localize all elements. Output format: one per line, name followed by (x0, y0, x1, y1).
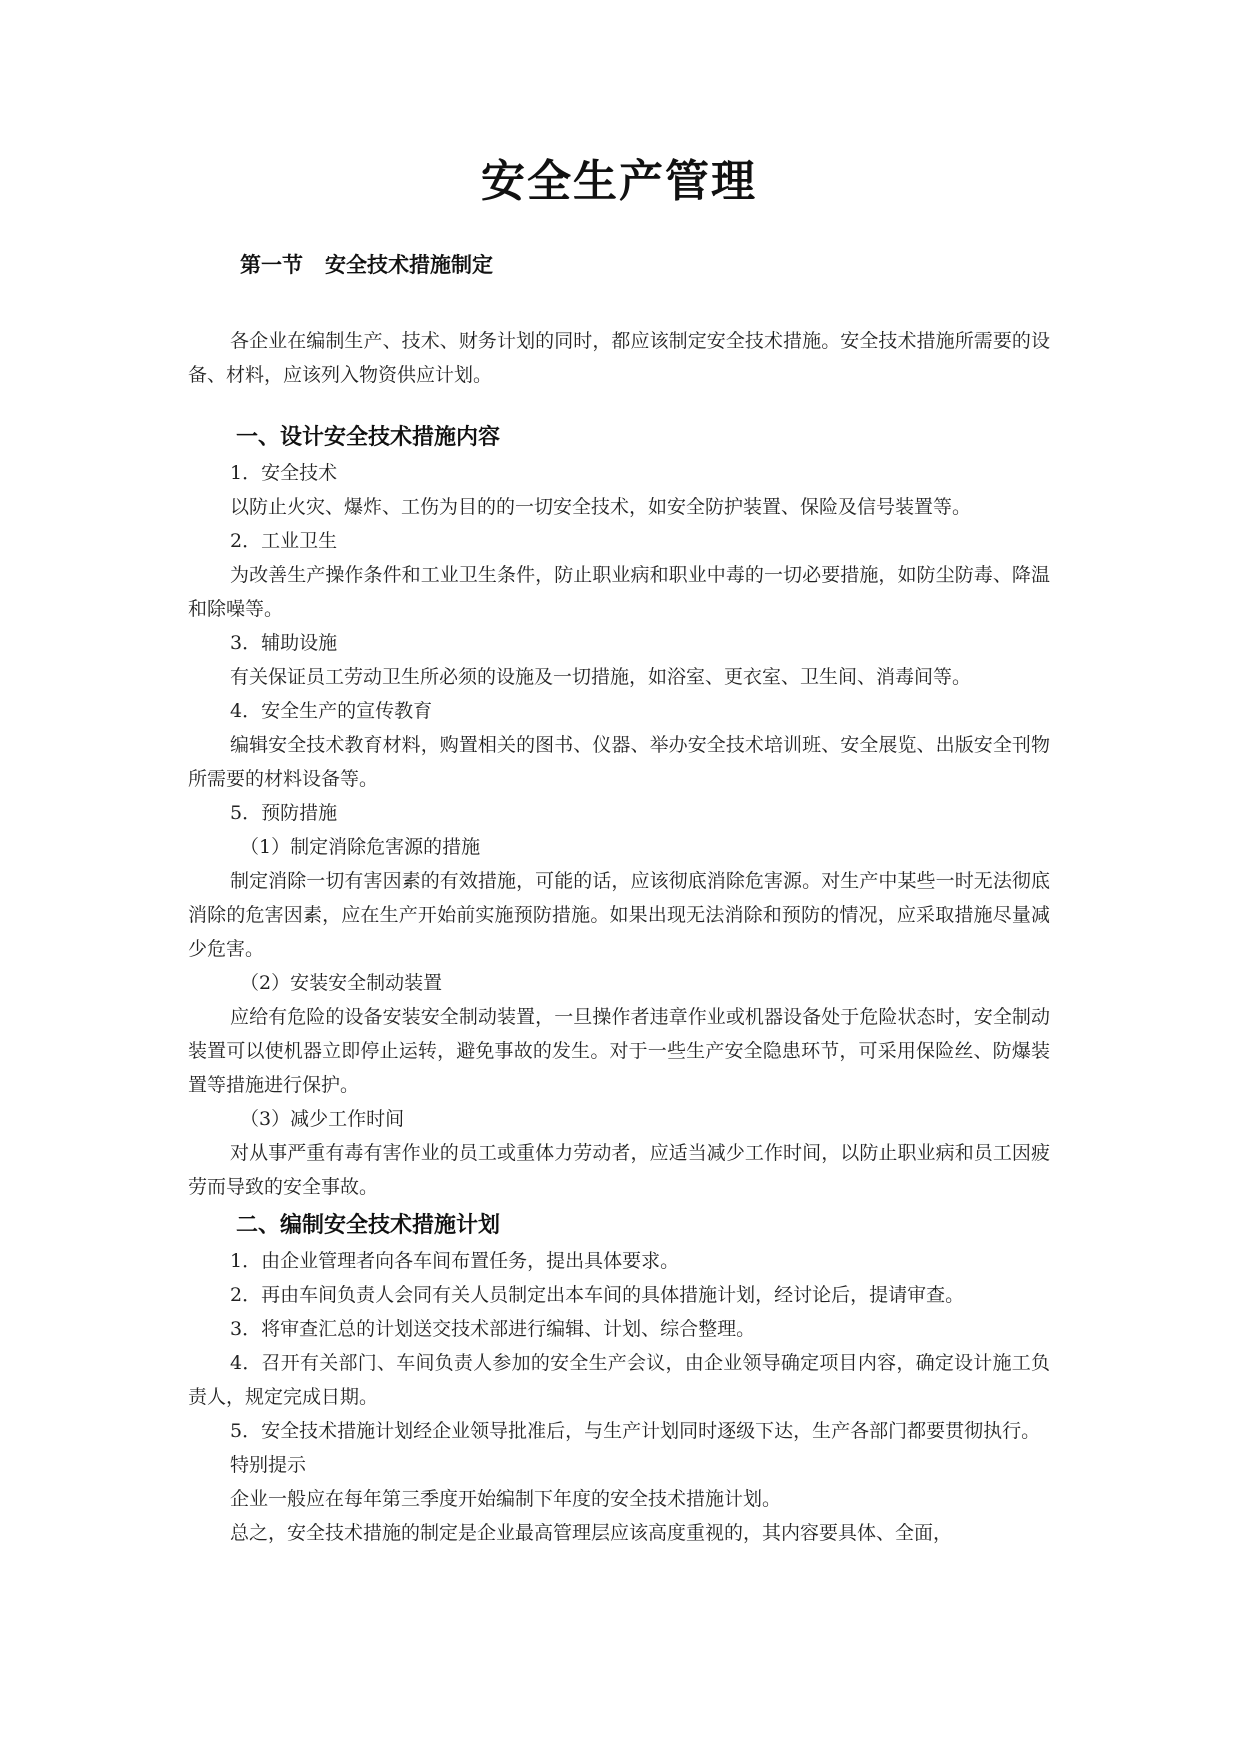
part2-item-3: 3．将审查汇总的计划送交技术部进行编辑、计划、综合整理。 (230, 1318, 756, 1340)
part1-paragraph-4: 编辑安全技术教育材料，购置相关的图书、仪器、举办安全技术培训班、安全展览、出版安全刊物所需要的材料设备等。 (188, 734, 1050, 790)
part1-subparagraph-1: 制定消除一切有害因素的有效措施，可能的话，应该彻底消除危害源。对生产中某些一时无法彻底消除的危害因素，应在生产开始前实施预防措施。如果出现无法消除和预防的情况，应采取措施尽量减少危害。 (188, 870, 1050, 960)
document-title: 安全生产管理 (481, 156, 757, 207)
section-name: 安全技术措施制定 (325, 253, 493, 277)
part1-heading: 一、设计安全技术措施内容 (236, 425, 501, 450)
section-heading (240, 250, 1050, 280)
intro-paragraph: 各企业在编制生产、技术、财务计划的同时，都应该制定安全技术措施。安全技术措施所需要的设备、材料，应该列入物资供应计划。 (188, 330, 1050, 386)
part2-item-1: 1．由企业管理者向各车间布置任务，提出具体要求。 (230, 1250, 680, 1272)
part1-subparagraph-3: 对从事严重有毒有害作业的员工或重体力劳动者，应适当减少工作时间，以防止职业病和员工因疲劳而导致的安全事故。 (188, 1142, 1050, 1198)
part1-paragraph-3: 有关保证员工劳动卫生所必须的设施及一切措施，如浴室、更衣室、卫生间、消毒间等。 (230, 666, 972, 688)
part2-item-4: 4．召开有关部门、车间负责人参加的安全生产会议，由企业领导确定项目内容，确定设计施工负责人，规定完成日期。 (188, 1352, 1050, 1408)
special-note-label: 特别提示 (230, 1454, 307, 1476)
document-body (188, 150, 1050, 1550)
part1-paragraph-1: 以防止火灾、爆炸、工伤为目的的一切安全技术，如安全防护装置、保险及信号装置等。 (230, 496, 972, 518)
part1-subitem-3: （3）减少工作时间 (240, 1108, 405, 1130)
part1-subparagraph-2: 应给有危险的设备安装安全制动装置，一旦操作者违章作业或机器设备处于危险状态时，安全制动装置可以使机器立即停止运转，避免事故的发生。对于一些生产安全隐患环节，可采用保险丝、防爆装置等措施进行保护。 (188, 1006, 1050, 1096)
part1-item-4: 4．安全生产的宣传教育 (230, 700, 433, 722)
section-number: 第一节 (240, 253, 303, 277)
part2-item-2: 2．再由车间负责人会同有关人员制定出本车间的具体措施计划，经讨论后，提请审查。 (230, 1284, 965, 1306)
part2-item-5: 5．安全技术措施计划经企业领导批准后，与生产计划同时逐级下达，生产各部门都要贯彻执行。 (230, 1420, 1041, 1442)
special-note-text: 企业一般应在每年第三季度开始编制下年度的安全技术措施计划。 (230, 1488, 782, 1510)
part1-item-2: 2．工业卫生 (230, 530, 338, 552)
summary-paragraph: 总之，安全技术措施的制定是企业最高管理层应该高度重视的，其内容要具体、全面， (230, 1522, 953, 1544)
part1-item-1: 1．安全技术 (230, 462, 338, 484)
part1-subitem-2: （2）安装安全制动装置 (240, 972, 443, 994)
part1-paragraph-2: 为改善生产操作条件和工业卫生条件，防止职业病和职业中毒的一切必要措施，如防尘防毒、降温和除噪等。 (188, 564, 1050, 620)
part1-item-5: 5．预防措施 (230, 802, 338, 824)
part2-heading: 二、编制安全技术措施计划 (236, 1213, 501, 1238)
part1-subitem-1: （1）制定消除危害源的措施 (240, 836, 481, 858)
part1-item-3: 3．辅助设施 (230, 632, 338, 654)
